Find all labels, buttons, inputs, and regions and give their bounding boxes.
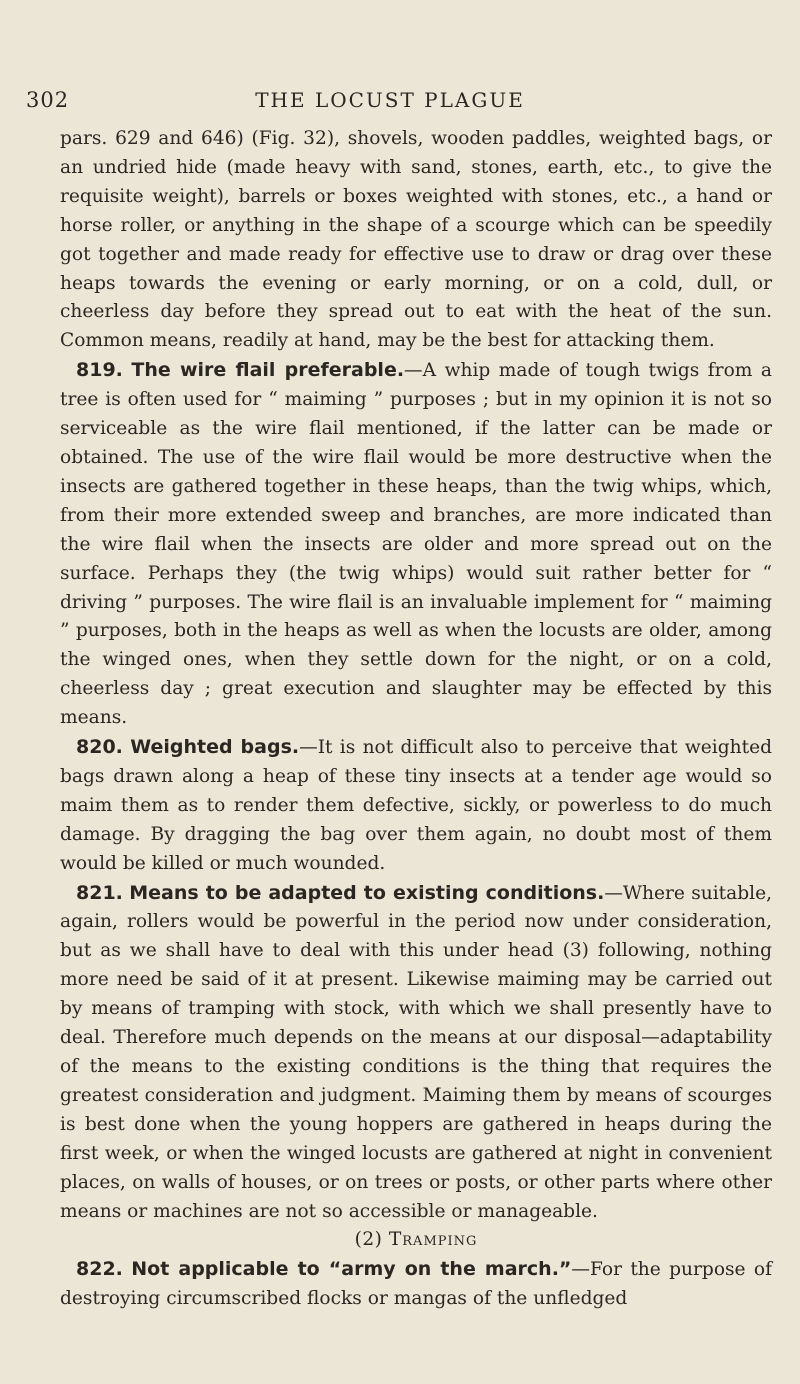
intro-paragraph: pars. 629 and 646) (Fig. 32), shovels, wooden paddles, weighted bags, or an undried hide (made heavy with sand, stones, earth, etc., to give the requisite weight), barrels or boxes weighted with stones, etc., a hand or horse roller, or anything in the shape of a scourge which can be speedily got together and made ready for effective use to draw or drag over these heaps towards the evening or early morning, or on a cold, dull, or cheerless day before they spread out to eat with the heat of the sun. Common means, readily at hand, may be the best for attacking them.: [60, 128, 772, 352]
running-head: THE LOCUST PLAGUE: [255, 88, 525, 112]
section-822-heading: Not applicable to “army on the march.”: [131, 1258, 572, 1281]
subheading-title: Tramping: [388, 1229, 478, 1251]
section-820-text: —It is not difficult also to perceive that weighted bags drawn along a heap of these tiny insects at a tender age would so maim them as to render them defective, sickly, or powerless to do much damage. By dragging the bag over them again, no doubt most of them would be killed or much wounded.: [60, 737, 772, 874]
page-number: 302: [26, 88, 70, 112]
section-822: [60, 1255, 772, 1314]
section-821: [60, 879, 772, 1227]
page-header: [26, 88, 754, 118]
section-821-number: 821.: [76, 881, 123, 904]
section-820-heading: Weighted bags.: [130, 736, 300, 759]
section-821-text: —Where suitable, again, rollers would be powerful in the period now under consideration, but as we shall have to deal with this under head (3) following, nothing more need be said of it at present. Likewise maiming may be carried out by means of tramping with stock, with which we shall presently have to deal. Therefore much depends on the means at our disposal—adaptability of the means to the existing conditions is the thing that requires the greatest consideration and judgment. Maiming them by means of scourges is best done when the young hoppers are gathered in heaps during the first week, or when the winged locusts are gathered at night in convenient places, on walls of houses, or on trees or posts, or other parts where other means or machines are not so accessible or manageable.: [60, 882, 772, 1222]
section-820: [60, 733, 772, 879]
section-822-text: —For the purpose of destroying circumscribed flocks or mangas of the unfledged: [60, 1259, 772, 1310]
section-820-number: 820.: [76, 736, 123, 759]
section-821-heading: Means to be adapted to existing conditions.: [129, 881, 605, 904]
subheading-tramping: [60, 1226, 772, 1255]
section-819-heading: The wire flail preferable.: [131, 359, 405, 382]
section-819: [60, 356, 772, 733]
body-text: [60, 125, 772, 1314]
subheading-number: (2): [354, 1229, 383, 1251]
section-822-number: 822.: [76, 1258, 123, 1281]
section-819-number: 819.: [76, 359, 123, 382]
section-819-text: —A whip made of tough twigs from a tree is often used for “ maiming ” purposes ; but in my opinion it is not so serviceable as the wire flail mentioned, if the latter can be made or obtained. The use of the wire flail would be more destructive when the insects are gathered together in these heaps, than the twig whips, which, from their more extended sweep and branches, are more indicated than the wire flail when the insects are older and more spread out on the surface. Perhaps they (the twig whips) would suit rather better for “ driving ” purposes. The wire flail is an invaluable implement for “ maiming ” purposes, both in the heaps as well as when the locusts are older, among the winged ones, when they settle down for the night, or on a cold, cheerless day ; great execution and slaughter may be effected by this means.: [60, 360, 772, 729]
